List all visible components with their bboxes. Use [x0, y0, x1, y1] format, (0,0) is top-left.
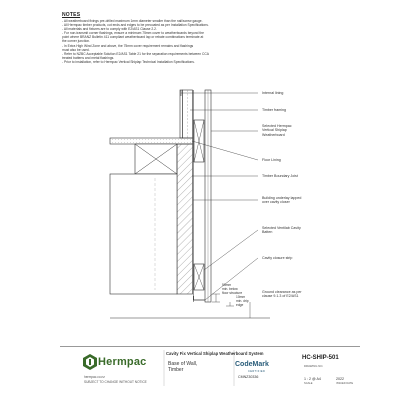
note-line: the corner junction. [62, 39, 91, 44]
label-cavity-batten: Selected Ventilab Cavity Batten [262, 226, 301, 235]
label-underlay: Building underlay lapped over cavity closer [262, 196, 302, 205]
scale-label: SCALE [304, 382, 313, 385]
title-block [60, 346, 360, 389]
label-weatherboard: Selected Hermpac Vertical Shiplap Weatherboard [262, 124, 292, 137]
scale-value: 1 : 2 @ A4 [304, 377, 321, 381]
label-ground-clearance: Ground clearance as per clause 9.1.3 of E2/AS1 [262, 290, 302, 299]
codemark-certified: CERTIFIED [248, 370, 266, 373]
boundary-joist [177, 144, 193, 294]
detail-name: Base of Wall, Timber [168, 361, 198, 373]
issued-date: 2022 [336, 377, 344, 381]
internal-lining [180, 90, 183, 138]
brand-name: Hermpac [98, 356, 147, 368]
drawing-number: HC-SHIP-501 [302, 355, 339, 361]
note-line: - For non-transmit corner flashings, ensure a minimum 75mm cover to weatherboards beyond the [62, 31, 205, 36]
note-line: - All Hermpac timber products, cut ends and edges to be precoated as per Installation Specifications. [62, 23, 209, 28]
label-boundary-joist: Timber Boundary Joist [262, 174, 298, 178]
brand-website: hermpac.co.nz [84, 375, 105, 379]
codemark-logo: CodeMark [235, 361, 269, 368]
codemark-number: CMNZ30336 [238, 375, 259, 379]
note-line: point where BRANZ Bulletin 411 compliant weatherboard lap or rebate combinations terminate at [62, 35, 204, 40]
dim-label-50mm: 50mm min. below floor structure [222, 283, 243, 295]
note-line: - Refer to NZBC Acceptable Solution E2/AS1 Table 21 for the separation requirements between CCA [62, 51, 209, 56]
note-line: - All weatherboard fixings pre-drilled maximum 1mm diameter smaller than the nail/screw gauge. [62, 19, 203, 23]
drawing-number-label: DRAWING NO. [304, 364, 324, 368]
label-internal-lining: Internal lining [262, 91, 284, 95]
note-line: - Prior to installation, refer to Hermpac Vertical Shiplap Technical Installation Specifications. [62, 59, 195, 64]
label-cavity-closure: Cavity closure strip [262, 256, 293, 260]
note-line: - In Extra High Wind Zone and above, the 75mm cover requirement remains and flashings [62, 43, 194, 48]
note-line: treated battens and metal flashings. [62, 55, 115, 60]
cavity-closure-strip [194, 296, 206, 300]
foundation-wall [110, 174, 177, 294]
brand-disclaimer: SUBJECT TO CHANGE WITHOUT NOTICE [84, 380, 147, 384]
label-timber-framing: Timber framing [262, 108, 287, 112]
floor-lining [110, 138, 193, 144]
leader-cavity-batten [204, 230, 258, 270]
notes-title: NOTES [62, 12, 81, 18]
note-line: - All materials and fixtures are to comply with E2/AS1 Clause 2.2. [62, 27, 157, 32]
label-floor-lining: Floor Lining [262, 158, 281, 162]
dim-label-10mm: 10mm min. drip edge [236, 295, 249, 307]
note-line: must also be used. [62, 47, 90, 52]
issued-date-label: ISSUED DATE [336, 382, 354, 385]
system-title: Cavity Fix Vertical Shiplap Weatherboard System [166, 351, 264, 356]
